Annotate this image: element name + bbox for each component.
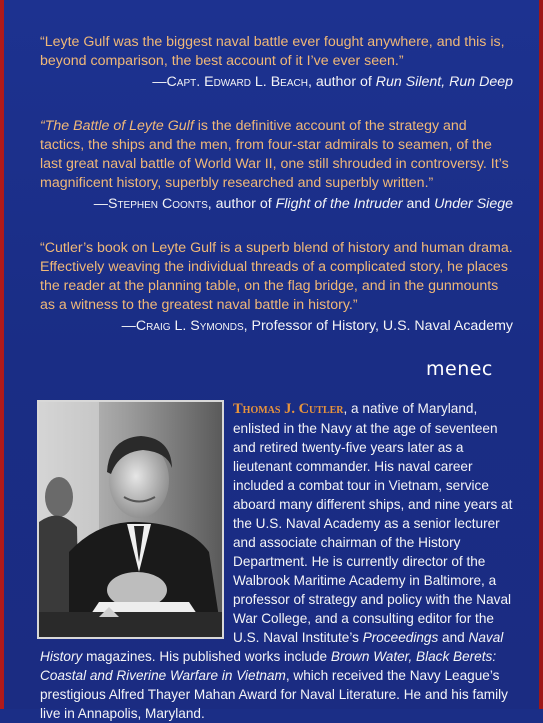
attribution-work: Flight of the Intruder [275,196,403,212]
magazine-naval-history: Naval History [40,630,504,664]
attribution-name: —Stephen Coonts [93,196,208,212]
quote-beach [40,33,513,92]
quote-symonds [40,239,513,336]
quote-attribution [40,194,513,214]
magazine-proceedings: Proceedings [362,630,439,645]
author-name: Thomas J. Cutler [233,401,344,417]
bio-and: and [438,630,469,645]
bio-text-1: , a native of Maryland, enlisted in the Navy at the age of seventeen and retired twenty-five years later as a lieutenant commander. His naval career included a combat tour in Vietnam, service aboard many different ships, and nine years at the U.S. Naval Academy as a senior lecturer and associate chairman of the History Department. He is currently director of the Walbrook Maritime Academy in Baltimore, a professor of strategy and policy with the Naval War College, and a consulting editor for the U.S. Naval Institute’s [233,401,513,645]
bio-text-3: , which received the Navy League’s prestigious Alfred Thayer Mahan Award for Naval Literature. He and his family live in Annapolis, Maryland. [40,668,508,721]
quote-text: “Cutler’s book on Leyte Gulf is a superb blend of history and human drama. Effectively weaving the individual threads of a complicated story, he places the reader at the planning table, on the flag bridge, and in the gunmounts as a witness to the greatest naval battle in history.” [40,240,513,313]
bio-text-2: magazines. His published works include [82,649,331,664]
attribution-conj: and [402,196,435,212]
photo-spacer [40,399,233,647]
quote-text [40,117,513,193]
quote-attribution [40,72,513,92]
attribution-name: —Craig L. Symonds [121,318,244,334]
attribution-text: , Professor of History, U.S. Naval Academy [243,318,513,334]
attribution-work: Run Silent, Run Deep [375,74,513,90]
attribution-work-2: Under Siege [434,196,513,212]
quote-body: is the definitive account of the strategy and tactics, the ships and the men, from four-star admirals to seamen, of the last great naval battle of World War II, one still shrouded in controversy. It’s magnificent history, superbly researched and superbly written.” [40,118,509,191]
quote-book-title: “The Battle of Leyte Gulf [40,118,194,134]
quote-text: “Leyte Gulf was the biggest naval battle ever fought anywhere, and this is, beyond comparison, the best account of it I’ve ever seen.” [40,34,505,69]
quote-attribution [40,316,513,336]
watermark: menec [426,358,493,380]
book-title-brown-water: Brown Water, Black Berets: Coastal and Riverine Warfare in Vietnam [40,649,497,683]
attribution-text: , author of [207,196,276,212]
quote-coonts [40,117,513,214]
attribution-text: , author of [307,74,376,90]
attribution-name: —Capt. Edward L. Beach [152,74,308,90]
author-bio [40,399,515,723]
